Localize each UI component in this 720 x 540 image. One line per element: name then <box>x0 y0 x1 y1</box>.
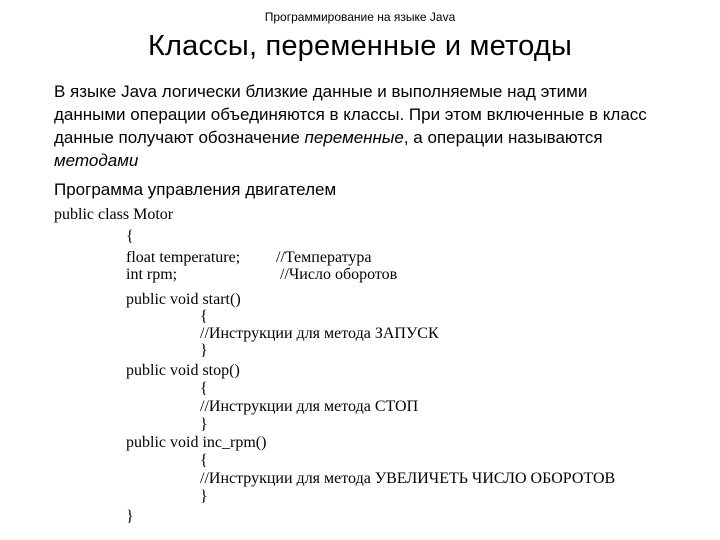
code-field-temperature: float temperature; <box>126 249 241 266</box>
code-brace-close-stop: } <box>200 416 208 433</box>
intro-text-1: В языке Java логически близкие данные и выполняемые над этими данными операции объединяются в классы. При этом включенные в класс данные получают обозначение <box>54 82 647 147</box>
code-method-stop: public void stop() <box>126 362 240 379</box>
code-brace-close-start: } <box>200 342 208 359</box>
code-field-rpm: int rpm; <box>126 266 178 283</box>
code-class-declaration: public class Motor <box>54 206 174 223</box>
code-brace-close-class: } <box>126 508 134 525</box>
section-title: Программа управления двигателем <box>54 180 337 199</box>
code-method-start: public void start() <box>126 291 241 308</box>
code-comment-stop: //Инструкции для метода СТОП <box>200 398 419 415</box>
code-comment-temperature: //Температура <box>276 249 372 266</box>
intro-text-2: , а операции называются <box>403 128 603 147</box>
code-brace-close-inc: } <box>200 488 208 505</box>
code-method-inc-rpm: public void inc_rpm() <box>126 434 267 451</box>
code-brace-open-class: { <box>126 228 134 245</box>
code-comment-rpm: //Число оборотов <box>280 266 398 283</box>
code-comment-inc: //Инструкции для метода УВЕЛИЧЕТЬ ЧИСЛО ОБОРОТОВ <box>200 470 616 487</box>
intro-paragraph <box>54 80 654 172</box>
slide-title: Классы, переменные и методы <box>147 30 573 62</box>
code-brace-open-inc: { <box>200 452 208 469</box>
intro-term-methods: методами <box>54 151 139 170</box>
intro-term-variables: переменные <box>304 128 404 147</box>
code-brace-open-start: { <box>200 308 208 325</box>
slide-header: Программирование на языке Java <box>264 10 456 24</box>
code-brace-open-stop: { <box>200 380 208 397</box>
code-comment-start: //Инструкции для метода ЗАПУСК <box>200 325 439 342</box>
